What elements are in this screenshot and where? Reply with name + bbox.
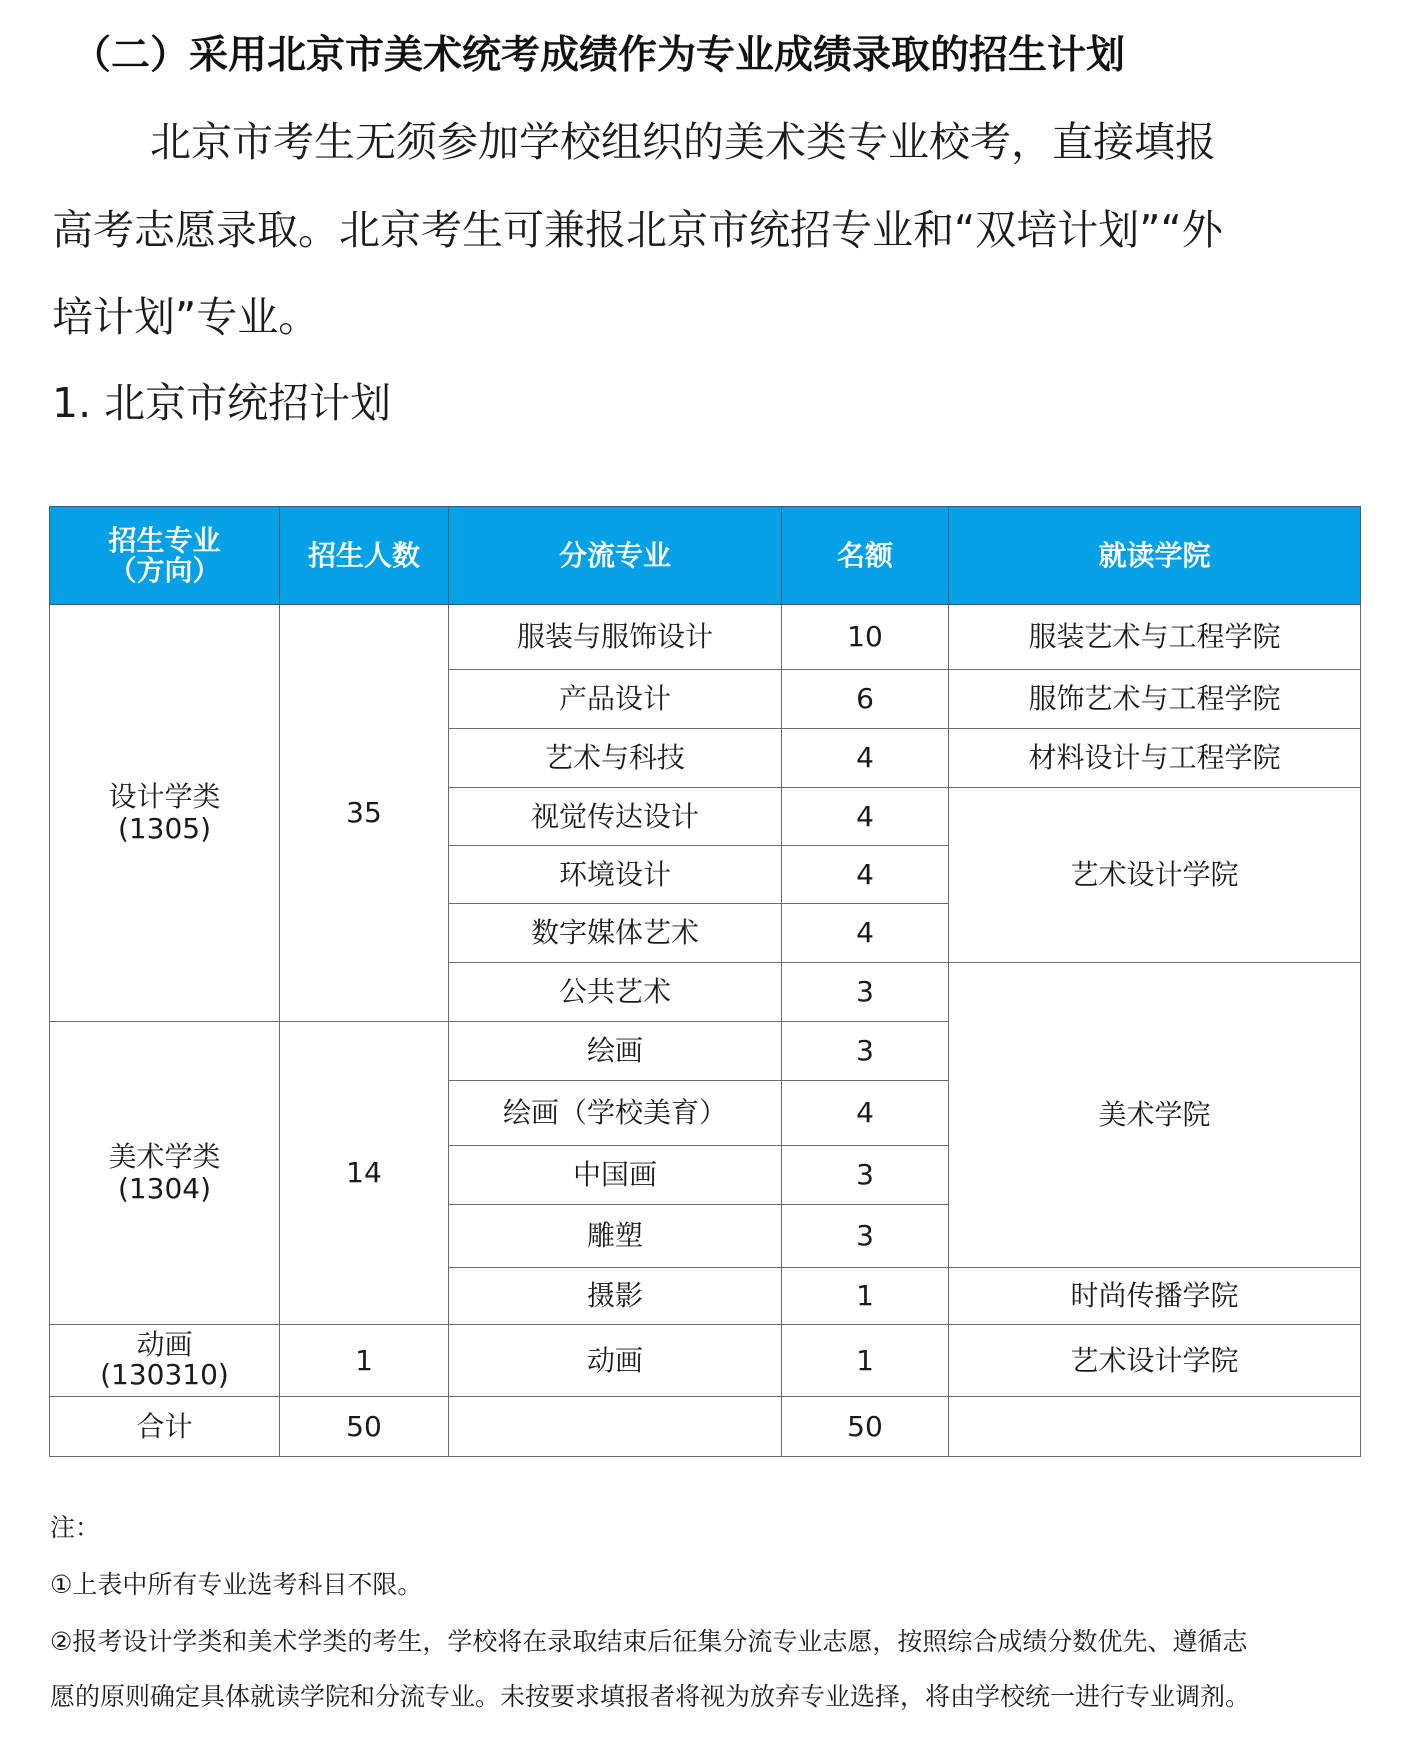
sub-major: 数字媒体艺术: [449, 904, 782, 963]
quota: 4: [782, 788, 949, 846]
college: 服装艺术与工程学院: [949, 605, 1361, 670]
group-name: 设计学类: [108, 780, 221, 813]
sub-major: 视觉传达设计: [449, 788, 782, 846]
total-college-empty: [949, 1397, 1361, 1457]
quota: 3: [782, 1146, 949, 1205]
college: 艺术设计学院: [949, 1325, 1361, 1397]
sub-major: 雕塑: [449, 1205, 782, 1268]
header-enroll-count: 招生人数: [280, 507, 449, 605]
sub-major: 产品设计: [449, 670, 782, 729]
college: 艺术设计学院: [949, 788, 1361, 963]
college: 时尚传播学院: [949, 1268, 1361, 1325]
total-quota: 50: [782, 1397, 949, 1457]
quota: 3: [782, 963, 949, 1022]
group-animation: [50, 1325, 280, 1397]
group-code: (1305): [117, 812, 212, 845]
note-item-2-line-2: 愿的原则确定具体就读学院和分流专业。未按要求填报者将视为放弃专业选择，将由学校统一进行专业调剂。: [50, 1682, 1251, 1711]
total-count: 50: [280, 1397, 449, 1457]
group-name: 美术学类: [108, 1140, 221, 1173]
intro-paragraph-line-2: 高考志愿录取。北京考生可兼报北京市统招专业和“双培计划”“外: [52, 206, 1223, 254]
quota: 3: [782, 1022, 949, 1081]
sub-major: 环境设计: [449, 846, 782, 904]
group-fine-arts: [50, 1022, 280, 1325]
group-name: 动画: [136, 1327, 193, 1361]
sub-major: 摄影: [449, 1268, 782, 1325]
group-code: (1304): [117, 1172, 212, 1205]
total-row: [50, 1397, 1361, 1457]
quota: 1: [782, 1325, 949, 1397]
note-item-1: ①上表中所有专业选考科目不限。: [50, 1570, 423, 1599]
sub-major: 服装与服饰设计: [449, 605, 782, 670]
quota: 6: [782, 670, 949, 729]
quota: 1: [782, 1268, 949, 1325]
group-design: [50, 605, 280, 1022]
sub-major: 绘画: [449, 1022, 782, 1081]
section-title: （二）采用北京市美术统考成绩作为专业成绩录取的招生计划: [72, 33, 1126, 78]
sub-major: 公共艺术: [449, 963, 782, 1022]
quota: 4: [782, 846, 949, 904]
notes-label: 注：: [50, 1513, 101, 1542]
sub-major: 绘画（学校美育）: [449, 1081, 782, 1146]
sub-major: 中国画: [449, 1146, 782, 1205]
total-sub-major-empty: [449, 1397, 782, 1457]
note-item-2-line-1: ②报考设计学类和美术学类的考生，学校将在录取结束后征集分流专业志愿，按照综合成绩分数优先、遵循志: [50, 1627, 1248, 1656]
group-code: (130310): [100, 1357, 229, 1391]
header-major-line2: （方向）: [108, 553, 221, 587]
sub-major: 动画: [449, 1325, 782, 1397]
college: 材料设计与工程学院: [949, 729, 1361, 788]
header-sub-major: 分流专业: [449, 507, 782, 605]
intro-paragraph-line-3: 培计划”专业。: [52, 293, 320, 341]
subheading: 1. 北京市统招计划: [52, 379, 392, 427]
sub-major: 艺术与科技: [449, 729, 782, 788]
quota: 10: [782, 605, 949, 670]
group-count: 35: [280, 605, 449, 1022]
quota: 4: [782, 729, 949, 788]
table-row: [50, 1325, 1361, 1397]
group-count: 14: [280, 1022, 449, 1325]
table-header-row: [50, 507, 1361, 605]
quota: 4: [782, 904, 949, 963]
header-quota: 名额: [782, 507, 949, 605]
header-major: [50, 507, 280, 605]
college: 美术学院: [949, 963, 1361, 1268]
quota: 3: [782, 1205, 949, 1268]
quota: 4: [782, 1081, 949, 1146]
header-college: 就读学院: [949, 507, 1361, 605]
intro-paragraph-line-1: 北京市考生无须参加学校组织的美术类专业校考，直接填报: [150, 118, 1216, 166]
table-row: [50, 605, 1361, 670]
group-count: 1: [280, 1325, 449, 1397]
college: 服饰艺术与工程学院: [949, 670, 1361, 729]
enrollment-plan-table: [49, 506, 1361, 1457]
total-label: 合计: [50, 1397, 280, 1457]
header-major-line1: 招生专业: [108, 523, 221, 557]
